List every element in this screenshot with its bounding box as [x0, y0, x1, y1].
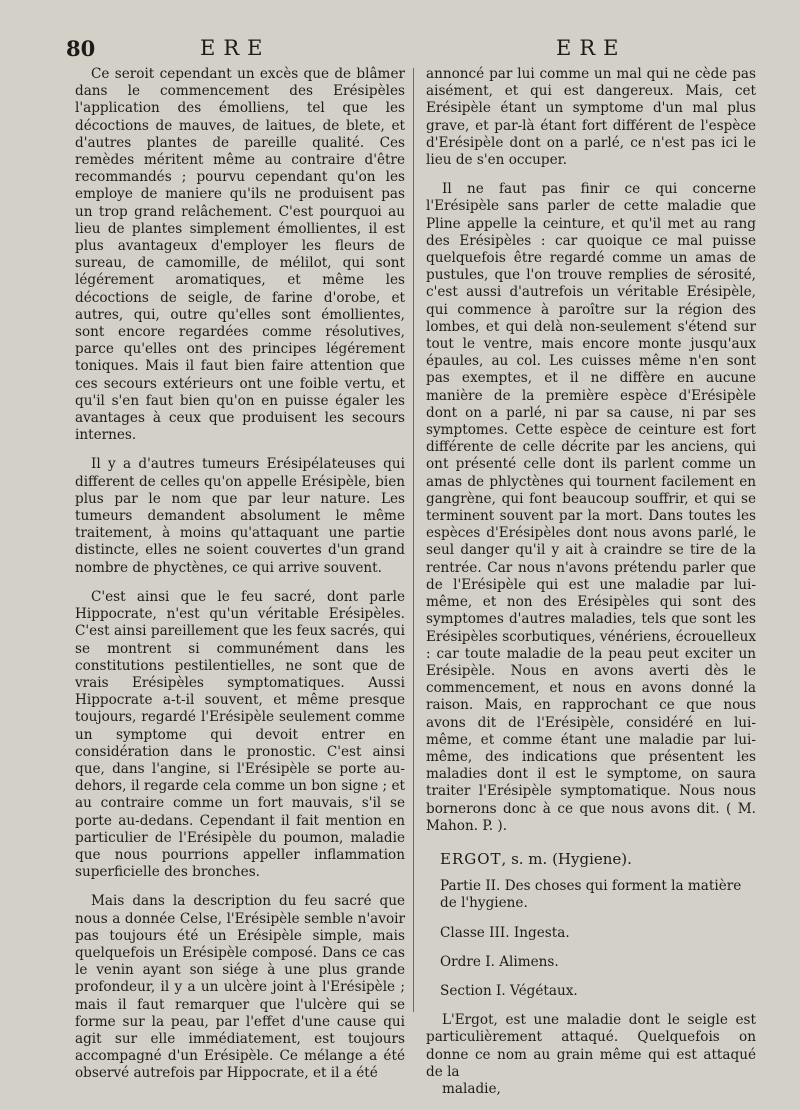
running-head-left: ERE [200, 36, 271, 60]
page-number: 80 [66, 36, 96, 61]
paragraph: Il y a d'autres tumeurs Erésipélateuses qui different de celles qu'on appelle Erésipèle, bien plus par le nom que par leur nature. Les tumeurs demandent absolument le même traitement, à moins qu'attaquant une partie distincte, elles ne soient couvertes d'un grand nombre de phyctènes, ce qui arrive souvent. [75, 456, 405, 576]
right-column [426, 66, 756, 1110]
entry-text: L'Ergot, est une maladie dont le seigle est particulièrement attaqué. Quelquefois on donne ce nom au grain même qui est attaqué de la [426, 1012, 756, 1080]
page-header [0, 36, 800, 62]
paragraph: Il ne faut pas finir ce qui concerne l'Erésipèle sans parler de cette maladie que Pline appelle la ceinture, et qu'il met au rang des Erésipèles : car quoique ce mal puisse quelquefois être regardé comme un amas de pustules, que l'on trouve remplies de sérosité, c'est aussi d'autrefois un véritable Erésipèle, qui commence à paroître sur la région des lombes, et qui delà non-seulement s'étend sur tout le ventre, mais encore monte jusqu'aux épaules, au col. Les cuisses même n'en sont pas exemptes, et il ne diffère en aucune manière de la première espèce d'Erésipèle dont on a parlé, ni par sa cause, ni par ses symptomes. Cette espèce de ceinture est fort différente de celle décrite par les anciens, qui ont présenté celle dont ils parlent comme un amas de phlyctènes qui tournent facilement en gangrène, qui font beaucoup souffrir, et qui se terminent souvent par la mort. Dans toutes les espèces d'Erésipèles dont nous avons parlé, le seul danger qu'il y ait à craindre se tire de la rentrée. Car nous n'avons prétendu parler que de l'Erésipèle qui est une maladie par lui-même, et non des Erésipèles qui sont des symptomes d'autres maladies, tels que sont les Erésipèles scorbutiques, vénériens, écrouelleux : car toute maladie de la peau peut exciter un Erésipèle. Nous en avons averti dès le commencement, et nous en avons donné la raison. Mais, en rapprochant ce que nous avons dit de l'Erésipèle, considéré en lui-même, et comme étant une maladie par lui-même, des indications que présentent les maladies dont il est le symptome, on saura traiter l'Erésipèle symptomatique. Nous nous bornerons donc à ce que nous avons dit. ( M. Mahon. P. ). [426, 181, 756, 834]
running-head-right: ERE [556, 36, 627, 60]
entry-classe: Classe III. Ingesta. [440, 924, 570, 941]
column-divider [413, 68, 414, 1012]
paragraph: annoncé par lui comme un mal qui ne cède pas aisément, et qui est dangereux. Mais, cet Erésipèle étant un symptome d'un mal plus grave, et par-là étant fort différent de l'espèce d'Erésipèle dont on a parlé, ce n'est pas ici le lieu de s'en occuper. [426, 66, 756, 169]
entry-part: Partie II. Des choses qui forment la matière de l'hygiene. [440, 878, 742, 912]
left-column [75, 66, 405, 1095]
entry-section: Section I. Végétaux. [440, 982, 578, 999]
entry-domain: (Hygiene). [552, 849, 632, 868]
entry-grammar: , s. m. [501, 849, 548, 868]
entry-headword: ERGOT [440, 849, 502, 868]
paragraph: Mais dans la description du feu sacré que nous a donnée Celse, l'Erésipèle semble n'avoir pas toujours été un Erésipèle simple, mais quelquefois un Erésipèle composé. Dans ce cas le venin ayant son siége à une plus grande profondeur, il y a un ulcère joint à l'Erésipèle ; mais il faut remarquer que l'ulcère qui se forme sur la peau, par l'effet d'une cause qui agit sur elle immédiatement, est toujours accompagné d'un Erésipèle. Ce mélange a été observé autrefois par Hippocrate, et il a été [75, 893, 405, 1082]
entry-ordre: Ordre I. Alimens. [440, 953, 559, 970]
paragraph: C'est ainsi que le feu sacré, dont parle Hippocrate, n'est qu'un véritable Erésipèles. C'est ainsi pareillement que les feux sacrés, qui se montrent si communément dans les constitutions pestilentielles, ne sont que de vrais Erésipèles symptomatiques. Aussi Hippocrate a-t-il souvent, et même presque toujours, regardé l'Erésipèle seulement comme un symptome qui devoit entrer en considération dans le pronostic. C'est ainsi que, dans l'angine, si l'Erésipèle se porte au-dehors, il regarde cela comme un bon signe ; et au contraire comme un fort mauvais, s'il se porte au-dedans. Cependant il fait mention en particulier de l'Erésipèle du poumon, maladie que nous pourrions appeller inflammation superficielle des bronches. [75, 588, 405, 881]
entry-heading [440, 851, 756, 868]
catchword: maladie, [442, 1080, 501, 1097]
paragraph: Ce seroit cependant un excès que de blâmer dans le commencement des Erésipèles l'application des émolliens, tel que les décoctions de mauves, de laitues, de blete, et d'autres plantes de pareille qualité. Ces remèdes méritent même au contraire d'être recommandés ; pourvu cependant qu'on les employe de maniere qu'ils ne produisent pas un trop grand relâchement. C'est pourquoi au lieu de plantes simplement émollientes, il est plus avantageux d'employer les fleurs de sureau, de camomille, de mélilot, qui sont légérement aromatiques, et même les décoctions de seigle, de farine d'orobe, et autres, qui, outre qu'elles sont émollientes, sont encore regardées comme résolutives, parce qu'elles ont des principes légérement toniques. Mais il faut bien faire attention que ces secours extérieurs ont une foible vertu, et qu'il s'en faut bien qu'on en puisse égaler les avantages à ceux que produisent les secours internes. [75, 66, 405, 444]
